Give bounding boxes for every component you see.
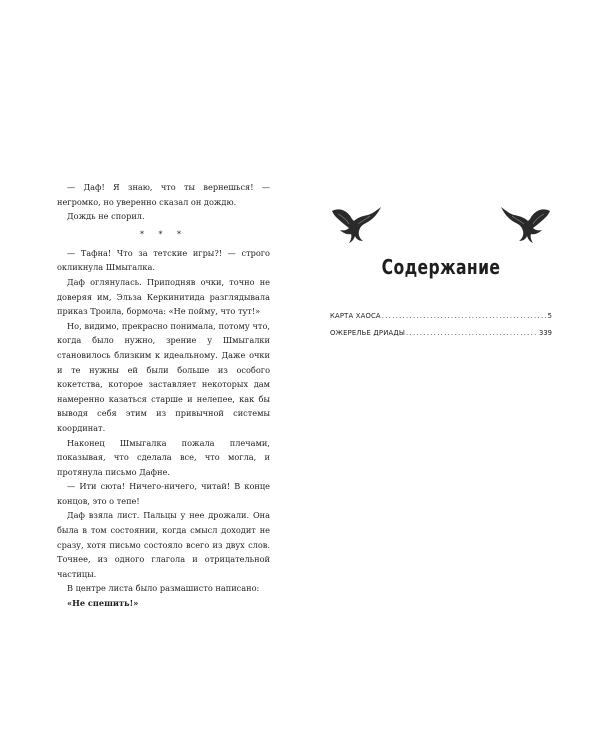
dragon-icon bbox=[500, 205, 552, 245]
table-of-contents bbox=[330, 312, 552, 346]
paragraph: Наконец Шмыгалка пожала плечами, показывая, что сделала все, что могла, и протянула письмо Дафне. bbox=[57, 437, 270, 477]
left-page-text bbox=[57, 180, 270, 611]
paragraph: «Не спешить!» bbox=[67, 598, 139, 609]
toc-entry-label: КАРТА ХАОСА bbox=[330, 312, 381, 320]
paragraph: В центре листа было размашисто написано: bbox=[67, 583, 260, 594]
paragraph: Но, видимо, прекрасно понимала, потому что, когда было нужно, зрение у Шмыгалки становилось близким к идеальному. Даже очки и те нужны ей были больше из особого кокетства, которое заставляет некоторых дам намеренно казаться старше и нелепее, как бы выводя себя этим из привычной системы координат. bbox=[57, 320, 270, 433]
dragon-icon bbox=[330, 205, 382, 245]
paragraph: — Даф! Я знаю, что ты вернешься! — негромко, но уверенно сказал он дождю. bbox=[57, 182, 270, 207]
paragraph: — Ити сюта! Ничего-ничего, читай! В конце концов, это о тепе! bbox=[57, 481, 270, 506]
toc-entry-page: 339 bbox=[539, 329, 552, 337]
toc-entry[interactable] bbox=[330, 312, 552, 329]
toc-entry[interactable] bbox=[330, 329, 552, 346]
paragraph: Даф взяла лист. Пальцы у нее дрожали. Она была в том состоянии, когда смысл доходит не сразу, хотя письмо состояло всего из двух слов. Точнее, из одного глагола и отрицательной частицы. bbox=[57, 510, 270, 579]
toc-entry-label: ОЖЕРЕЛЬЕ ДРИАДЫ bbox=[330, 329, 406, 337]
toc-leader-dots bbox=[382, 312, 547, 320]
paragraph: Дождь не спорил. bbox=[67, 211, 145, 222]
paragraph: Даф оглянулась. Приподняв очки, точно не доверяя им, Эльза Керкинитида разглядывала приказ Троила, бормоча: «Не пойму, что тут!» bbox=[57, 276, 270, 317]
toc-entry-page: 5 bbox=[547, 312, 552, 320]
paragraph: — Тафна! Что за тетские игры?! — строго окликнула Шмыгалка. bbox=[57, 247, 270, 273]
contents-title: Содержание bbox=[381, 255, 501, 279]
section-separator: * * * bbox=[139, 229, 188, 239]
toc-leader-dots bbox=[406, 329, 538, 337]
